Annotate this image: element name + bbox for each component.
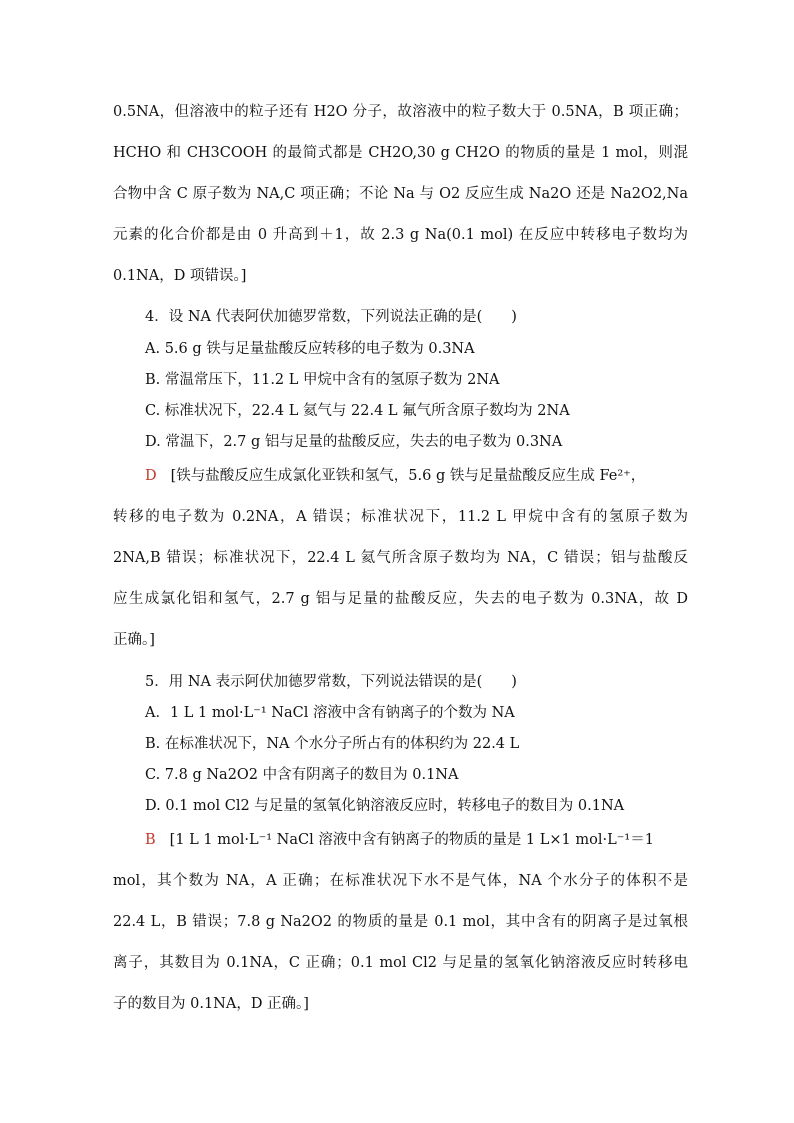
q5-explanation-line: [1 L 1 mol·L⁻¹ NaCl 溶液中含有钠离子的物质的量是 1 L×1 mol·L⁻¹＝1: [169, 832, 654, 848]
q4-option-a: A. 5.6 g 铁与足量盐酸反应转移的电子数为 0.3NA: [145, 341, 475, 357]
q4-option-d: D. 常温下，2.7 g 铝与足量的盐酸反应，失去的电子数为 0.3NA: [145, 434, 563, 450]
q4-answer: D: [145, 468, 157, 484]
q3-explanation-line: 0.5NA，但溶液中的粒子还有 H2O 分子，故溶液中的粒子数大于 0.5NA，B 项正确；: [113, 104, 688, 120]
q4-explanation-first-line: [145, 466, 720, 486]
q5-option-d: D. 0.1 mol Cl2 与足量的氢氧化钠溶液反应时，转移电子的数目为 0.1NA: [145, 798, 625, 814]
q5-stem: 5．用 NA 表示阿伏加德罗常数，下列说法错误的是( ): [145, 674, 517, 690]
q3-explanation-line: 0.1NA，D 项错误。]: [113, 268, 247, 284]
q5-explanation-line: mol，其个数为 NA，A 正确；在标准状况下水不是气体，NA 个水分子的体积不是: [113, 873, 688, 889]
q4-explanation-line: 应生成氯化铝和氢气，2.7 g 铝与足量的盐酸反应，失去的电子数为 0.3NA，故 D: [113, 591, 688, 607]
q5-explanation-line: 子的数目为 0.1NA，D 正确。]: [113, 996, 309, 1012]
q5-option-c: C. 7.8 g Na2O2 中含有阴离子的数目为 0.1NA: [145, 767, 459, 783]
q5-answer: B: [145, 832, 156, 848]
q4-option-b: B. 常温常压下，11.2 L 甲烷中含有的氢原子数为 2NA: [145, 372, 500, 388]
q4-stem: 4．设 NA 代表阿伏加德罗常数，下列说法正确的是( ): [145, 309, 517, 325]
q4-explanation-line: 2NA,B 错误；标准状况下，22.4 L 氦气所含原子数均为 NA，C 错误；铝与盐酸反: [113, 550, 688, 566]
q3-explanation-line: HCHO 和 CH3COOH 的最简式都是 CH2O,30 g CH2O 的物质的量是 1 mol，则混: [113, 145, 688, 161]
q5-option-b: B. 在标准状况下，NA 个水分子所占有的体积约为 22.4 L: [145, 736, 520, 752]
q4-explanation-line: 正确。]: [113, 632, 155, 648]
q5-explanation-line: 22.4 L，B 错误；7.8 g Na2O2 的物质的量是 0.1 mol，其中含有的阴离子是过氧根: [113, 914, 688, 930]
q5-explanation-line: 离子，其数目为 0.1NA，C 正确；0.1 mol Cl2 与足量的氢氧化钠溶液反应时转移电: [113, 955, 688, 971]
q4-option-c: C. 标准状况下，22.4 L 氦气与 22.4 L 氟气所含原子数均为 2NA: [145, 403, 570, 419]
q5-explanation-first-line: [145, 830, 720, 850]
q4-explanation-line: [铁与盐酸反应生成氯化亚铁和氢气，5.6 g 铁与足量盐酸反应生成 Fe²⁺，: [170, 468, 646, 484]
q4-explanation-line: 转移的电子数为 0.2NA，A 错误；标准状况下，11.2 L 甲烷中含有的氢原子数为: [113, 509, 688, 525]
q3-explanation-line: 合物中含 C 原子数为 NA,C 项正确；不论 Na 与 O2 反应生成 Na2O 还是 Na2O2,Na: [113, 186, 688, 202]
q5-option-a: A．1 L 1 mol·L⁻¹ NaCl 溶液中含有钠离子的个数为 NA: [145, 705, 515, 721]
q3-explanation-line: 元素的化合价都是由 0 升高到＋1，故 2.3 g Na(0.1 mol) 在反应中转移电子数均为: [113, 227, 688, 243]
